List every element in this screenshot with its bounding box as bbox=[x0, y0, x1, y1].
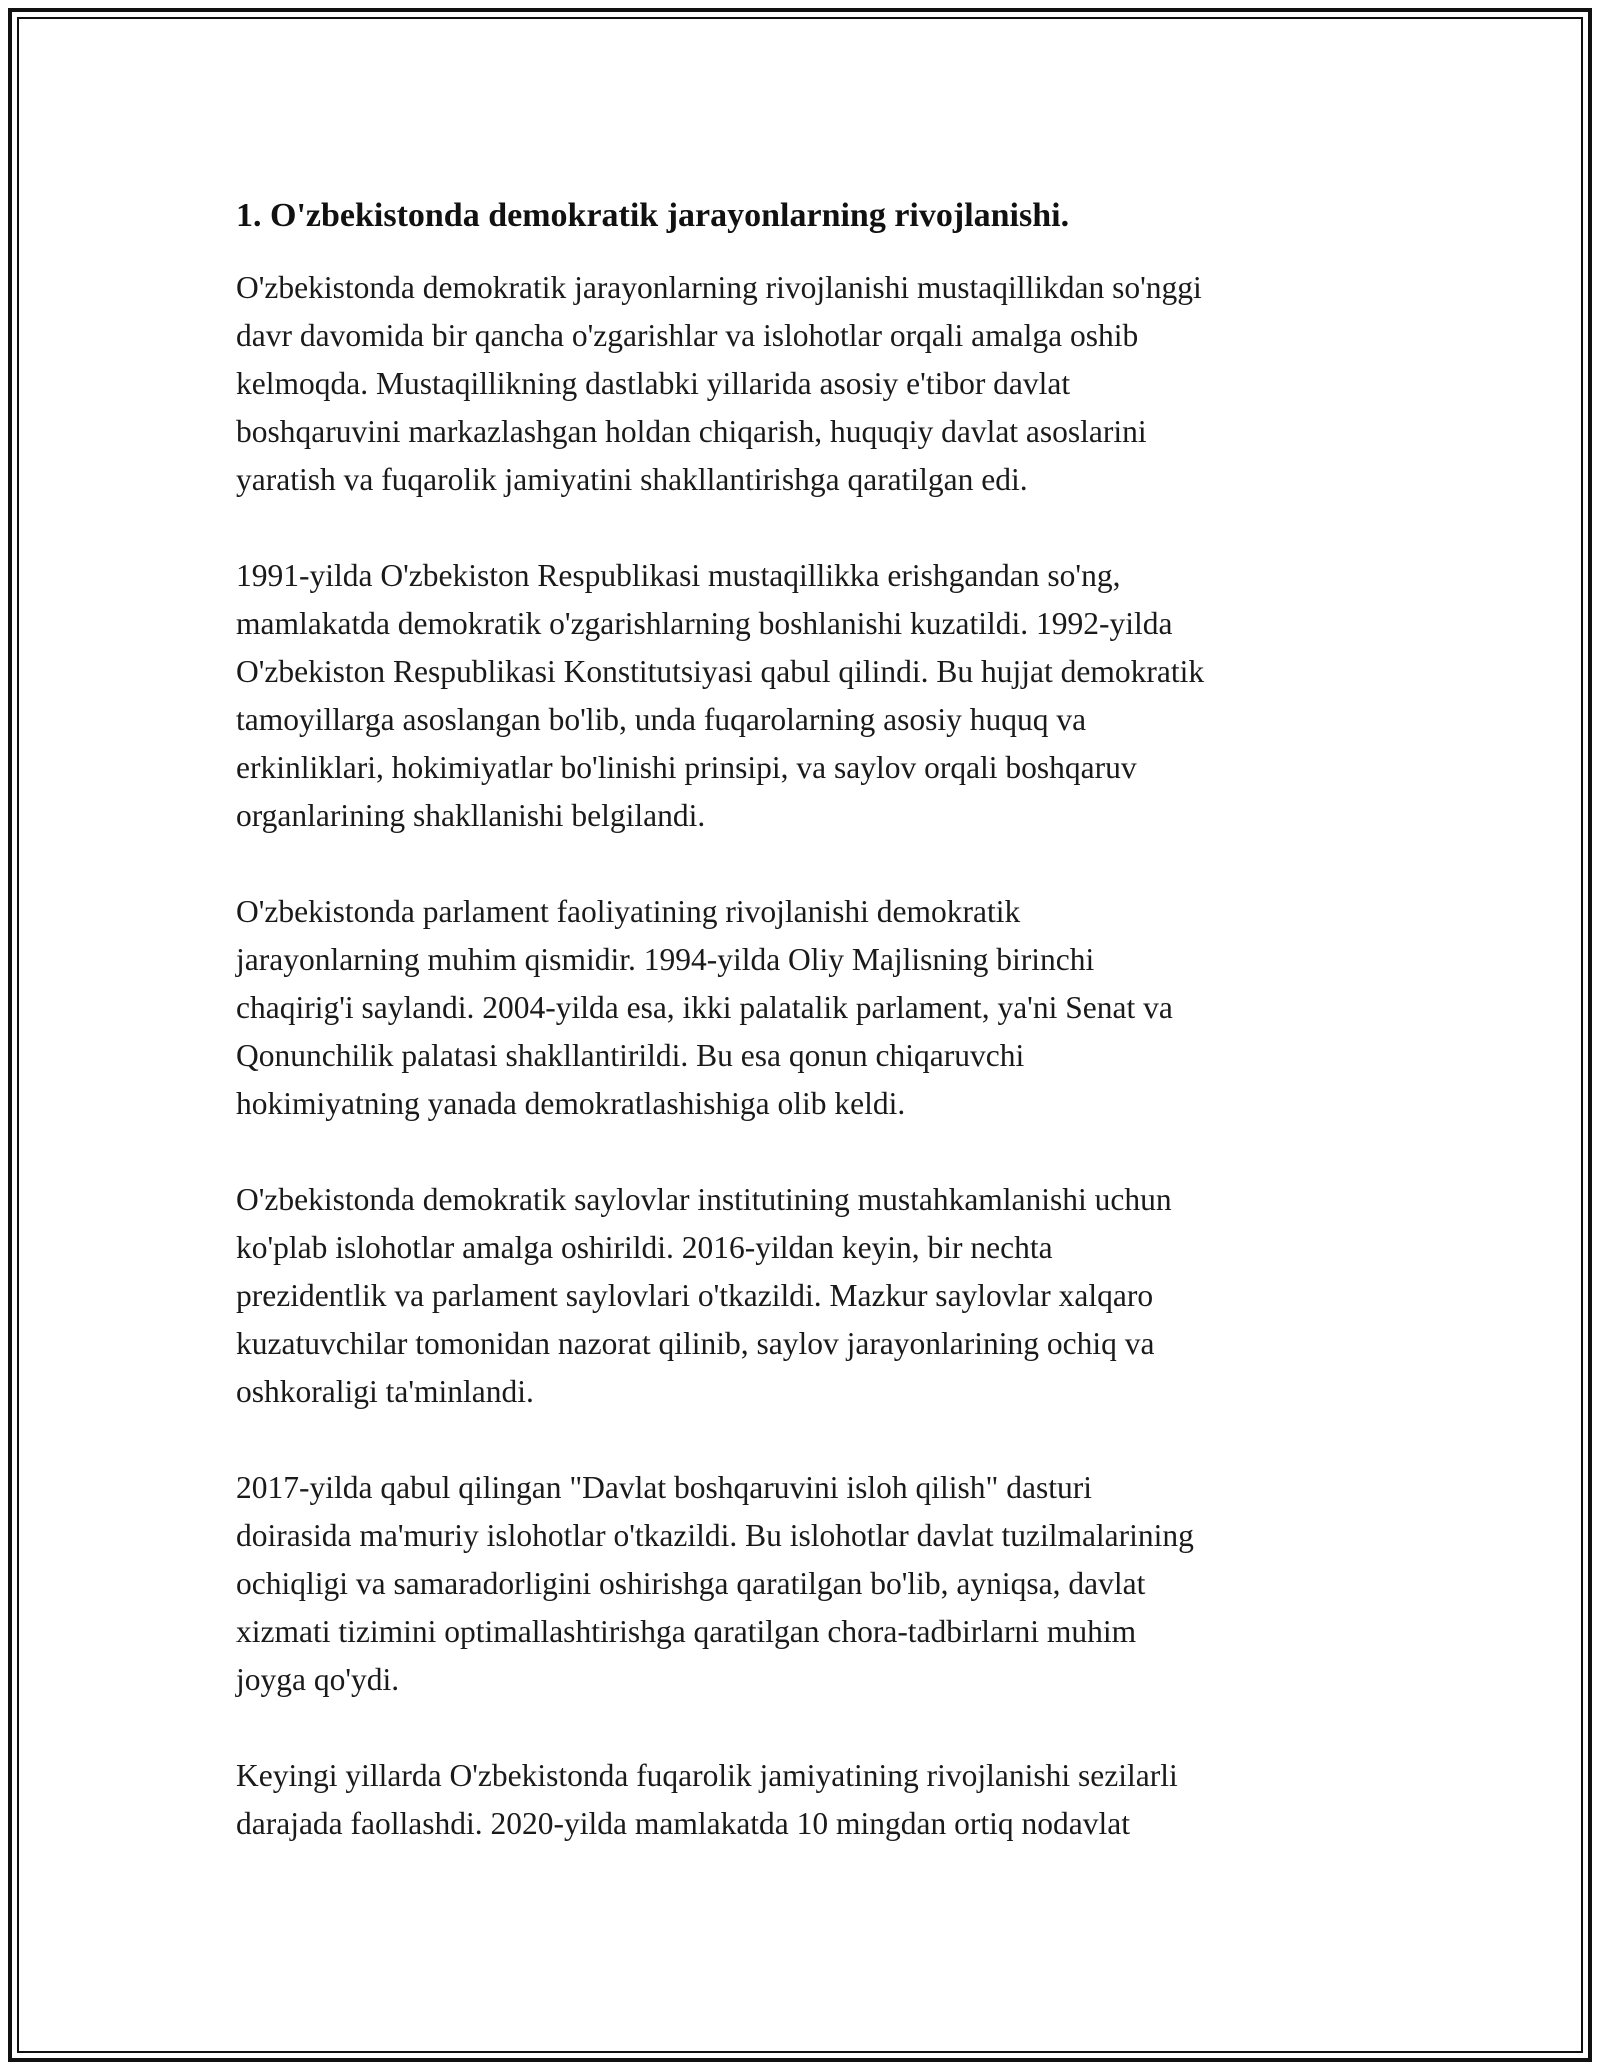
paragraph-3: O'zbekistonda parlament faoliyatining rivojlanishi demokratik jarayonlarning muhim qismidir. 1994-yilda Oliy Majlisning birinchi chaqirig'i saylandi. 2004-yilda esa, ikki palatalik parlament, ya'ni Senat va Qonunchilik palatasi shakllantirildi. Bu esa qonun chiqaruvchi hokimiyatning yanada demokratlashishiga olib keldi. bbox=[236, 894, 1173, 1121]
section-heading: 1. O'zbekistonda demokratik jarayonlarning rivojlanishi. bbox=[236, 197, 1070, 234]
paragraph-5: 2017-yilda qabul qilingan "Davlat boshqaruvini isloh qilish" dasturi doirasida ma'muriy islohotlar o'tkazildi. Bu islohotlar davlat tuzilmalarining ochiqligi va samaradorligini oshirishga qaratilgan bo'lib, ayniqsa, davlat xizmati tizimini optimallashtirishga qaratilgan chora-tadbirlarni muhim joyga qo'ydi. bbox=[236, 1470, 1194, 1697]
paragraph-6: Keyingi yillarda O'zbekistonda fuqarolik jamiyatining rivojlanishi sezilarli darajada faollashdi. 2020-yilda mamlakatda 10 mingdan ortiq nodavlat bbox=[236, 1758, 1178, 1841]
paragraph-2: 1991-yilda O'zbekiston Respublikasi mustaqillikka erishgandan so'ng, mamlakatda demokratik o'zgarishlarning boshlanishi kuzatildi. 1992-yilda O'zbekiston Respublikasi Konstitutsiyasi qabul qilindi. Bu hujjat demokratik tamoyillarga asoslangan bo'lib, unda fuqarolarning asosiy huquq va erkinliklari, hokimiyatlar bo'linishi prinsipi, va saylov orqali boshqaruv organlarining shakllanishi belgilandi. bbox=[236, 558, 1205, 833]
paragraph-4: O'zbekistonda demokratik saylovlar institutining mustahkamlanishi uchun ko'plab islohotlar amalga oshirildi. 2016-yildan keyin, bir nechta prezidentlik va parlament saylovlari o'tkazildi. Mazkur saylovlar xalqaro kuzatuvchilar tomonidan nazorat qilinib, saylov jarayonlarining ochiq va oshkoraligi ta'minlandi. bbox=[236, 1182, 1172, 1409]
document-body bbox=[236, 188, 1386, 1896]
paragraph-1: O'zbekistonda demokratik jarayonlarning rivojlanishi mustaqillikdan so'nggi davr davomida bir qancha o'zgarishlar va islohotlar orqali amalga oshib kelmoqda. Mustaqillikning dastlabki yillarida asosiy e'tibor davlat boshqaruvini markazlashgan holdan chiqarish, huquqiy davlat asoslarini yaratish va fuqarolik jamiyatini shakllantirishga qaratilgan edi. bbox=[236, 270, 1202, 497]
